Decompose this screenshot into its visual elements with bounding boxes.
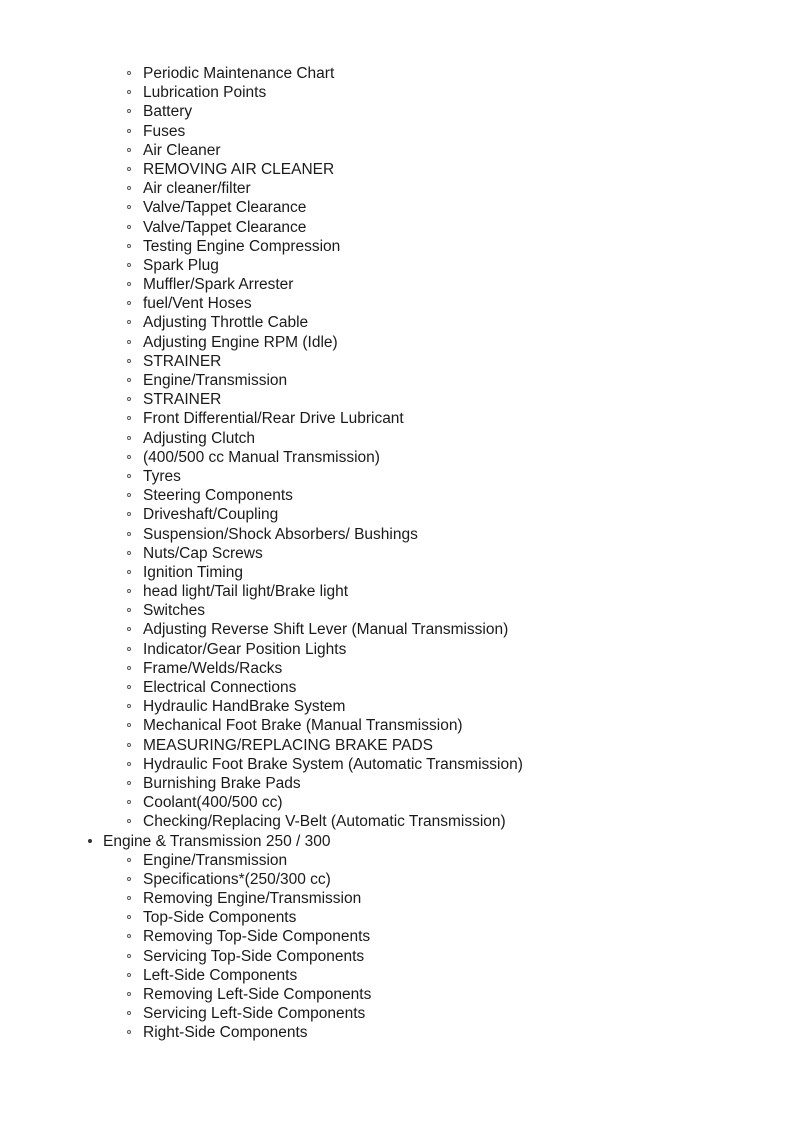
list-item-label: REMOVING AIR CLEANER (143, 160, 335, 178)
list-item[interactable] (0, 793, 794, 812)
list-item[interactable] (0, 64, 794, 83)
list-item-label: Mechanical Foot Brake (Manual Transmission) (143, 717, 463, 735)
bullet-icon (127, 1011, 131, 1015)
list-item[interactable] (0, 467, 794, 486)
list-item[interactable] (0, 429, 794, 448)
list-item-label: Right-Side Components (143, 1024, 308, 1042)
list-item[interactable] (0, 83, 794, 102)
bullet-icon (127, 954, 131, 958)
list-item-label: Coolant(400/500 cc) (143, 794, 283, 812)
list-item-label: Engine & Transmission 250 / 300 (103, 832, 331, 850)
bullet-icon (127, 90, 131, 94)
list-item[interactable] (0, 544, 794, 563)
list-item[interactable] (0, 985, 794, 1004)
list-item[interactable] (0, 390, 794, 409)
bullet-icon (127, 340, 131, 344)
list-item-label: Nuts/Cap Screws (143, 544, 263, 562)
list-item[interactable] (0, 755, 794, 774)
list-item[interactable] (0, 218, 794, 237)
bullet-icon (127, 762, 131, 766)
top-level-list (0, 832, 794, 851)
bullet-icon (127, 493, 131, 497)
list-item-label: Ignition Timing (143, 563, 243, 581)
bullet-icon (127, 800, 131, 804)
list-item[interactable] (0, 352, 794, 371)
bullet-icon (127, 915, 131, 919)
list-item[interactable] (0, 889, 794, 908)
list-item-label: (400/500 cc Manual Transmission) (143, 448, 380, 466)
list-item-label: Specifications*(250/300 cc) (143, 870, 331, 888)
list-item[interactable] (0, 908, 794, 927)
list-item-label: Battery (143, 103, 193, 121)
bullet-icon (127, 896, 131, 900)
list-item[interactable] (0, 601, 794, 620)
bullet-icon (127, 819, 131, 823)
bullet-icon (127, 263, 131, 267)
list-item-label: Indicator/Gear Position Lights (143, 640, 347, 658)
list-item[interactable] (0, 736, 794, 755)
list-item-label: Hydraulic Foot Brake System (Automatic Transmission) (143, 755, 523, 773)
list-item[interactable] (0, 102, 794, 121)
bullet-icon (127, 282, 131, 286)
bullet-icon (127, 359, 131, 363)
list-item-label: Servicing Left-Side Components (143, 1005, 366, 1023)
bullet-icon (127, 378, 131, 382)
bullet-icon (127, 244, 131, 248)
bullet-icon (127, 474, 131, 478)
list-item-label: fuel/Vent Hoses (143, 295, 252, 313)
list-item[interactable] (0, 371, 794, 390)
list-item-label: STRAINER (143, 352, 222, 370)
bullet-icon (127, 666, 131, 670)
bullet-icon (127, 934, 131, 938)
bullet-icon (127, 992, 131, 996)
bullet-icon (127, 205, 131, 209)
bullet-icon (127, 436, 131, 440)
bullet-icon (127, 129, 131, 133)
list-item-label: MEASURING/REPLACING BRAKE PADS (143, 736, 433, 754)
list-item-label: Checking/Replacing V-Belt (Automatic Transmission) (143, 813, 506, 831)
list-item[interactable] (0, 678, 794, 697)
list-item[interactable] (0, 294, 794, 313)
list-item[interactable] (0, 525, 794, 544)
list-item-label: Lubrication Points (143, 84, 267, 102)
maintenance-sublist (0, 64, 794, 832)
list-item[interactable] (0, 448, 794, 467)
bullet-icon (127, 877, 131, 881)
bullet-icon (127, 858, 131, 862)
list-item[interactable] (0, 505, 794, 524)
list-item-label: head light/Tail light/Brake light (143, 583, 349, 601)
list-item-label: Left-Side Components (143, 966, 298, 984)
list-item-label: Adjusting Reverse Shift Lever (Manual Transmission) (143, 621, 509, 639)
bullet-icon (127, 301, 131, 305)
bullet-icon (88, 839, 92, 843)
list-item-label: Testing Engine Compression (143, 237, 341, 255)
list-item-label: STRAINER (143, 391, 222, 409)
list-item[interactable] (0, 275, 794, 294)
list-item[interactable] (0, 1004, 794, 1023)
list-item[interactable] (0, 122, 794, 141)
list-item-label: Adjusting Engine RPM (Idle) (143, 333, 338, 351)
list-item[interactable] (0, 716, 794, 735)
list-item[interactable] (0, 927, 794, 946)
list-item[interactable] (0, 851, 794, 870)
list-item-label: Engine/Transmission (143, 851, 288, 869)
list-item[interactable] (0, 313, 794, 332)
bullet-icon (127, 551, 131, 555)
bullet-icon (127, 186, 131, 190)
list-item[interactable] (0, 620, 794, 639)
bullet-icon (127, 685, 131, 689)
list-item-label: Hydraulic HandBrake System (143, 698, 346, 716)
list-item-label: Driveshaft/Coupling (143, 506, 279, 524)
list-item-label: Air cleaner/filter (143, 180, 251, 198)
list-item-label: Air Cleaner (143, 141, 221, 159)
list-item[interactable] (0, 870, 794, 889)
list-item-label: Adjusting Throttle Cable (143, 314, 309, 332)
bullet-icon (127, 743, 131, 747)
list-item-label: Tyres (143, 467, 181, 485)
list-item-label: Removing Left-Side Components (143, 986, 372, 1003)
list-item[interactable] (0, 237, 794, 256)
bullet-icon (127, 167, 131, 171)
list-item[interactable] (0, 697, 794, 716)
list-item-label: Burnishing Brake Pads (143, 774, 301, 792)
list-item-label: Muffler/Spark Arrester (143, 276, 294, 294)
list-item[interactable] (0, 141, 794, 160)
list-item[interactable] (0, 409, 794, 428)
list-item-label: Top-Side Components (143, 909, 297, 927)
bullet-icon (127, 781, 131, 785)
bullet-icon (127, 973, 131, 977)
list-item[interactable] (0, 812, 794, 831)
list-item[interactable] (0, 333, 794, 352)
list-item-label: Suspension/Shock Absorbers/ Bushings (143, 525, 418, 543)
list-item[interactable] (0, 774, 794, 793)
list-item-label: Engine/Transmission (143, 372, 288, 389)
list-item-label: Valve/Tappet Clearance (143, 199, 307, 217)
bullet-icon (127, 1030, 131, 1034)
bullet-icon (127, 320, 131, 324)
bullet-icon (127, 71, 131, 75)
list-item-label: Steering Components (143, 487, 293, 505)
bullet-icon (127, 627, 131, 631)
bullet-icon (127, 532, 131, 536)
bullet-icon (127, 647, 131, 651)
list-item-label: Fuses (143, 122, 186, 140)
list-item[interactable] (0, 966, 794, 985)
bullet-icon (127, 397, 131, 401)
list-item-engine-transmission[interactable] (0, 832, 794, 851)
list-item-label: Front Differential/Rear Drive Lubricant (143, 410, 404, 428)
list-item-label: Switches (143, 602, 206, 620)
bullet-icon (127, 608, 131, 612)
bullet-icon (127, 225, 131, 229)
list-item[interactable] (0, 160, 794, 179)
list-item[interactable] (0, 563, 794, 582)
list-item[interactable] (0, 1023, 794, 1042)
list-item-label: Valve/Tappet Clearance (143, 218, 307, 236)
list-item-label: Servicing Top-Side Components (143, 947, 365, 965)
list-item-label: Periodic Maintenance Chart (143, 65, 335, 82)
bullet-icon (127, 455, 131, 459)
list-item-label: Electrical Connections (143, 679, 297, 696)
list-item-label: Removing Engine/Transmission (143, 890, 362, 908)
list-item[interactable] (0, 947, 794, 966)
bullet-icon (127, 570, 131, 574)
list-item-label: Frame/Welds/Racks (143, 659, 283, 677)
list-item[interactable] (0, 256, 794, 275)
engine-sublist (0, 851, 794, 1043)
list-item[interactable] (0, 198, 794, 217)
list-item[interactable] (0, 582, 794, 601)
list-item[interactable] (0, 179, 794, 198)
bullet-icon (127, 109, 131, 113)
bullet-icon (127, 512, 131, 516)
list-item[interactable] (0, 486, 794, 505)
bullet-icon (127, 148, 131, 152)
bullet-icon (127, 416, 131, 420)
list-item[interactable] (0, 640, 794, 659)
document-page (0, 64, 794, 1043)
bullet-icon (127, 723, 131, 727)
list-item[interactable] (0, 659, 794, 678)
list-item-label: Spark Plug (143, 256, 219, 274)
list-item-label: Adjusting Clutch (143, 429, 256, 447)
bullet-icon (127, 589, 131, 593)
bullet-icon (127, 704, 131, 708)
list-item-label: Removing Top-Side Components (143, 928, 371, 946)
